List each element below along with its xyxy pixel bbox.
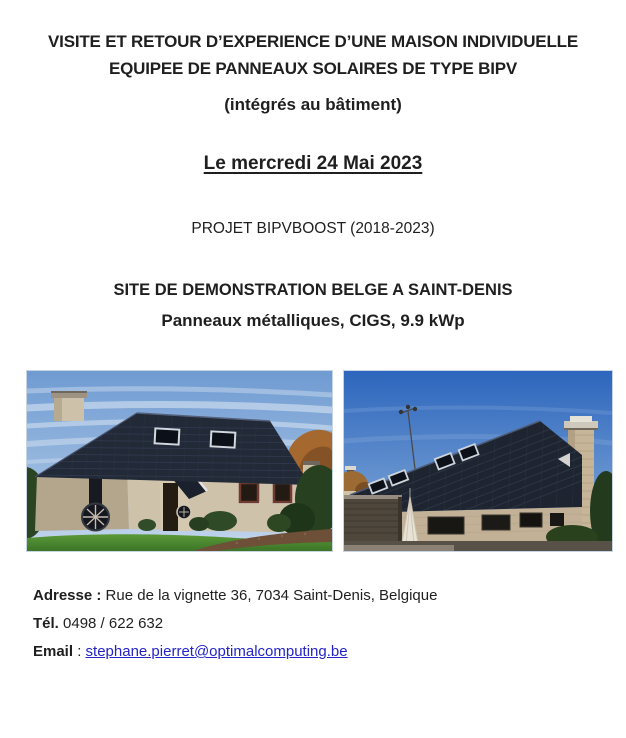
contact-block	[33, 587, 626, 661]
project-line: PROJET BIPVBOOST (2018-2023)	[191, 220, 435, 237]
title-line-2: EQUIPEE DE PANNEAUX SOLAIRES DE TYPE BIPV	[108, 59, 518, 78]
photo-house-front-illustration	[27, 371, 332, 551]
photo-house-front	[26, 370, 333, 552]
photo-house-rear-illustration	[344, 371, 612, 551]
address-line	[33, 587, 626, 605]
site-panels-subtitle: Panneaux métalliques, CIGS, 9.9 kWp	[161, 311, 465, 330]
address-label: Adresse :	[33, 587, 102, 604]
event-date: Le mercredi 24 Mai 2023	[203, 153, 423, 174]
email-separator: :	[77, 643, 82, 660]
phone-label: Tél.	[33, 615, 59, 632]
phone-line	[33, 615, 626, 633]
document-subtitle: (intégrés au bâtiment)	[224, 95, 402, 114]
phone-value: 0498 / 622 632	[63, 615, 164, 632]
photo-house-rear	[343, 370, 613, 552]
address-value: Rue de la vignette 36, 7034 Saint-Denis, Belgique	[105, 587, 438, 604]
title-line-1: VISITE ET RETOUR D’EXPERIENCE D’UNE MAISON INDIVIDUELLE	[48, 32, 578, 51]
email-link[interactable]: stephane.pierret@optimalcomputing.be	[85, 643, 348, 660]
site-title: SITE DE DEMONSTRATION BELGE A SAINT-DENIS	[113, 281, 513, 299]
document-title	[16, 28, 610, 82]
document-page	[0, 28, 626, 738]
photo-row	[26, 370, 626, 552]
email-label: Email	[33, 643, 74, 660]
email-line	[33, 643, 626, 661]
